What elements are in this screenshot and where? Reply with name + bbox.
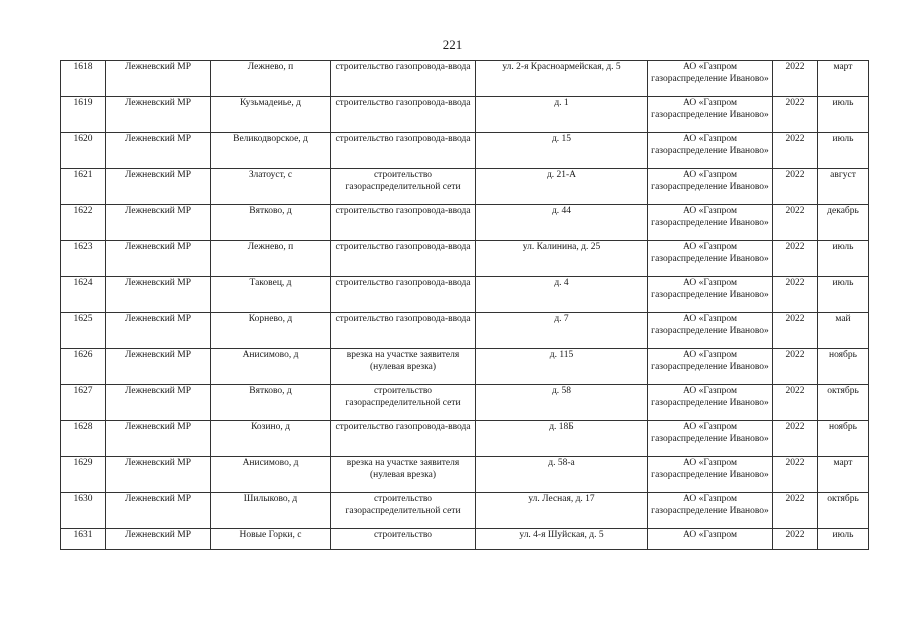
month-cell: октябрь [818, 493, 869, 529]
organization-cell: АО «Газпром [648, 529, 773, 550]
month-cell: июль [818, 97, 869, 133]
month-cell: июль [818, 529, 869, 550]
row-number: 1618 [61, 61, 106, 97]
row-number: 1628 [61, 421, 106, 457]
work-type-cell: строительство газопровода-ввода [331, 133, 476, 169]
month-cell: май [818, 313, 869, 349]
district-cell: Лежневский МР [106, 493, 211, 529]
table-row [61, 241, 869, 277]
organization-cell: АО «Газпром газораспределение Иваново» [648, 205, 773, 241]
row-number: 1629 [61, 457, 106, 493]
organization-cell: АО «Газпром газораспределение Иваново» [648, 277, 773, 313]
year-cell: 2022 [773, 277, 818, 313]
organization-cell: АО «Газпром газораспределение Иваново» [648, 241, 773, 277]
address-cell: ул. Калинина, д. 25 [476, 241, 648, 277]
year-cell: 2022 [773, 493, 818, 529]
address-cell: д. 58-а [476, 457, 648, 493]
row-number: 1631 [61, 529, 106, 550]
row-number: 1623 [61, 241, 106, 277]
address-cell: д. 4 [476, 277, 648, 313]
work-type-cell: строительство газораспределительной сети [331, 493, 476, 529]
gasification-table [60, 60, 869, 550]
address-cell: д. 44 [476, 205, 648, 241]
address-cell: д. 21-А [476, 169, 648, 205]
month-cell: ноябрь [818, 421, 869, 457]
locality-cell: Вятково, д [211, 385, 331, 421]
organization-cell: АО «Газпром газораспределение Иваново» [648, 349, 773, 385]
row-number: 1621 [61, 169, 106, 205]
organization-cell: АО «Газпром газораспределение Иваново» [648, 133, 773, 169]
locality-cell: Новые Горки, с [211, 529, 331, 550]
locality-cell: Шилыково, д [211, 493, 331, 529]
month-cell: июль [818, 241, 869, 277]
table-row [61, 97, 869, 133]
table-row [61, 169, 869, 205]
table-row [61, 61, 869, 97]
page-number: 221 [442, 37, 463, 52]
district-cell: Лежневский МР [106, 61, 211, 97]
address-cell: ул. 4-я Шуйская, д. 5 [476, 529, 648, 550]
year-cell: 2022 [773, 61, 818, 97]
work-type-cell: строительство газопровода-ввода [331, 61, 476, 97]
locality-cell: Корнево, д [211, 313, 331, 349]
row-number: 1620 [61, 133, 106, 169]
district-cell: Лежневский МР [106, 97, 211, 133]
row-number: 1624 [61, 277, 106, 313]
table-row [61, 133, 869, 169]
locality-cell: Лежнево, п [211, 61, 331, 97]
district-cell: Лежневский МР [106, 277, 211, 313]
address-cell: д. 58 [476, 385, 648, 421]
year-cell: 2022 [773, 205, 818, 241]
locality-cell: Лежнево, п [211, 241, 331, 277]
work-type-cell: строительство газопровода-ввода [331, 313, 476, 349]
table-body [61, 61, 869, 550]
row-number: 1622 [61, 205, 106, 241]
year-cell: 2022 [773, 457, 818, 493]
district-cell: Лежневский МР [106, 529, 211, 550]
row-number: 1625 [61, 313, 106, 349]
district-cell: Лежневский МР [106, 133, 211, 169]
row-number: 1626 [61, 349, 106, 385]
work-type-cell: строительство газораспределительной сети [331, 385, 476, 421]
organization-cell: АО «Газпром газораспределение Иваново» [648, 169, 773, 205]
table-row [61, 421, 869, 457]
address-cell: ул. 2-я Красноармейская, д. 5 [476, 61, 648, 97]
year-cell: 2022 [773, 169, 818, 205]
month-cell: ноябрь [818, 349, 869, 385]
month-cell: декабрь [818, 205, 869, 241]
organization-cell: АО «Газпром газораспределение Иваново» [648, 61, 773, 97]
row-number: 1630 [61, 493, 106, 529]
organization-cell: АО «Газпром газораспределение Иваново» [648, 385, 773, 421]
address-cell: д. 7 [476, 313, 648, 349]
month-cell: июль [818, 133, 869, 169]
table-row [61, 493, 869, 529]
work-type-cell: строительство газопровода-ввода [331, 241, 476, 277]
district-cell: Лежневский МР [106, 241, 211, 277]
month-cell: июль [818, 277, 869, 313]
locality-cell: Златоуст, с [211, 169, 331, 205]
district-cell: Лежневский МР [106, 385, 211, 421]
year-cell: 2022 [773, 349, 818, 385]
locality-cell: Анисимово, д [211, 457, 331, 493]
year-cell: 2022 [773, 421, 818, 457]
year-cell: 2022 [773, 241, 818, 277]
work-type-cell: строительство газопровода-ввода [331, 97, 476, 133]
row-number: 1627 [61, 385, 106, 421]
organization-cell: АО «Газпром газораспределение Иваново» [648, 457, 773, 493]
row-number: 1619 [61, 97, 106, 133]
table-row [61, 277, 869, 313]
district-cell: Лежневский МР [106, 421, 211, 457]
address-cell: ул. Лесная, д. 17 [476, 493, 648, 529]
work-type-cell: строительство газопровода-ввода [331, 205, 476, 241]
table-row [61, 349, 869, 385]
work-type-cell: строительство газопровода-ввода [331, 277, 476, 313]
work-type-cell: строительство [331, 529, 476, 550]
organization-cell: АО «Газпром газораспределение Иваново» [648, 313, 773, 349]
year-cell: 2022 [773, 97, 818, 133]
address-cell: д. 115 [476, 349, 648, 385]
table-row [61, 457, 869, 493]
district-cell: Лежневский МР [106, 457, 211, 493]
district-cell: Лежневский МР [106, 169, 211, 205]
table-row [61, 385, 869, 421]
month-cell: март [818, 457, 869, 493]
work-type-cell: строительство газораспределительной сети [331, 169, 476, 205]
year-cell: 2022 [773, 529, 818, 550]
organization-cell: АО «Газпром газораспределение Иваново» [648, 97, 773, 133]
year-cell: 2022 [773, 313, 818, 349]
locality-cell: Козино, д [211, 421, 331, 457]
table-row [61, 529, 869, 550]
table-row [61, 313, 869, 349]
address-cell: д. 1 [476, 97, 648, 133]
year-cell: 2022 [773, 133, 818, 169]
district-cell: Лежневский МР [106, 205, 211, 241]
organization-cell: АО «Газпром газораспределение Иваново» [648, 421, 773, 457]
organization-cell: АО «Газпром газораспределение Иваново» [648, 493, 773, 529]
locality-cell: Великодворское, д [211, 133, 331, 169]
district-cell: Лежневский МР [106, 349, 211, 385]
locality-cell: Кузьмадеиье, д [211, 97, 331, 133]
locality-cell: Анисимово, д [211, 349, 331, 385]
table-row [61, 205, 869, 241]
address-cell: д. 15 [476, 133, 648, 169]
month-cell: март [818, 61, 869, 97]
month-cell: август [818, 169, 869, 205]
locality-cell: Вятково, д [211, 205, 331, 241]
locality-cell: Таковец, д [211, 277, 331, 313]
district-cell: Лежневский МР [106, 313, 211, 349]
work-type-cell: врезка на участке заявителя (нулевая врезка) [331, 349, 476, 385]
month-cell: октябрь [818, 385, 869, 421]
work-type-cell: врезка на участке заявителя (нулевая врезка) [331, 457, 476, 493]
year-cell: 2022 [773, 385, 818, 421]
address-cell: д. 18Б [476, 421, 648, 457]
work-type-cell: строительство газопровода-ввода [331, 421, 476, 457]
